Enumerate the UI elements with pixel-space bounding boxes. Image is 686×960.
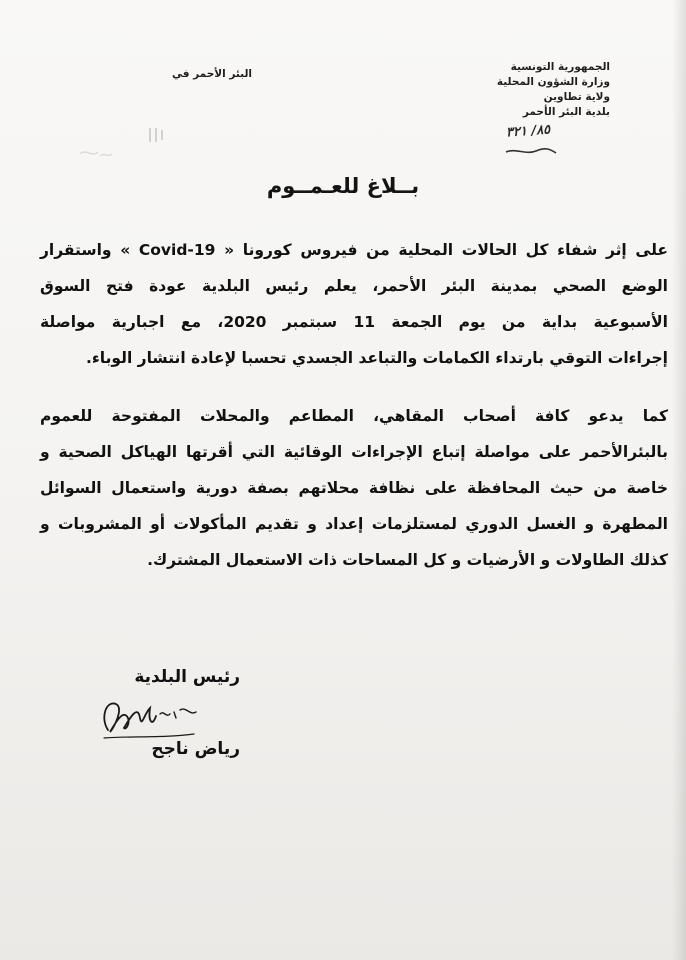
signatory-name: رياض ناجح — [151, 739, 240, 759]
place-date-line: البئر الأحمر في — [171, 68, 252, 80]
paragraph-line: بالبئرالأحمر على مواصلة إتباع الإجراءات الوقائية التي أقرتها الهياكل الصحية و — [40, 443, 668, 461]
letterhead-line-republic: الجمهورية التونسية — [510, 61, 610, 73]
handwritten-signature — [94, 688, 234, 748]
paragraph-line: إجراءات التوقي بارتداء الكمامات والتباعد الجسدي تحسبا لإعادة انتشار الوباء. — [85, 349, 668, 367]
faint-handwriting-mark — [70, 124, 180, 174]
paragraph-line: خاصة من حيث المحافظة على نظافة محلاتهم بصفة دورية واستعمال السوائل — [40, 479, 668, 497]
paragraph-line: المطهرة و الغسل الدوري لمستلزمات إعداد و تقديم المأكولات أو المشروبات و — [40, 515, 668, 533]
paragraph-line: الوضع الصحي بمدينة البئر الأحمر، يعلم رئيس البلدية عودة فتح السوق — [40, 277, 668, 295]
announcement-title: بــلاغ للعـمــوم — [266, 174, 420, 198]
letterhead-line-ministry: وزارة الشؤون المحلية — [496, 76, 610, 88]
letterhead-line-governorate: ولاية تطاوين — [543, 91, 610, 103]
paragraph-first — [40, 232, 668, 376]
signatory-title: رئيس البلدية — [134, 667, 240, 687]
reference-number: ٨٥/ ٣٢١ — [505, 122, 551, 141]
reference-underline-mark — [504, 146, 558, 156]
letterhead-line-municipality: بلدية البئر الأحمر — [522, 106, 610, 118]
paragraph-line: كما يدعو كافة أصحاب المقاهي، المطاعم والمحلات المفتوحة للعموم — [40, 407, 668, 425]
paragraph-line: كذلك الطاولات و الأرضيات و كل المساحات ذات الاستعمال المشترك. — [147, 551, 668, 569]
paragraph-second — [40, 398, 668, 578]
paragraph-line: على إثر شفاء كل الحالات المحلية من فيروس كورونا « Covid-19 » واستقرار — [40, 241, 669, 259]
letterhead-authority — [440, 60, 610, 120]
paragraph-line: الأسبوعية بداية من يوم الجمعة 11 سبتمبر 2020، مع اجبارية مواصلة — [40, 313, 668, 331]
